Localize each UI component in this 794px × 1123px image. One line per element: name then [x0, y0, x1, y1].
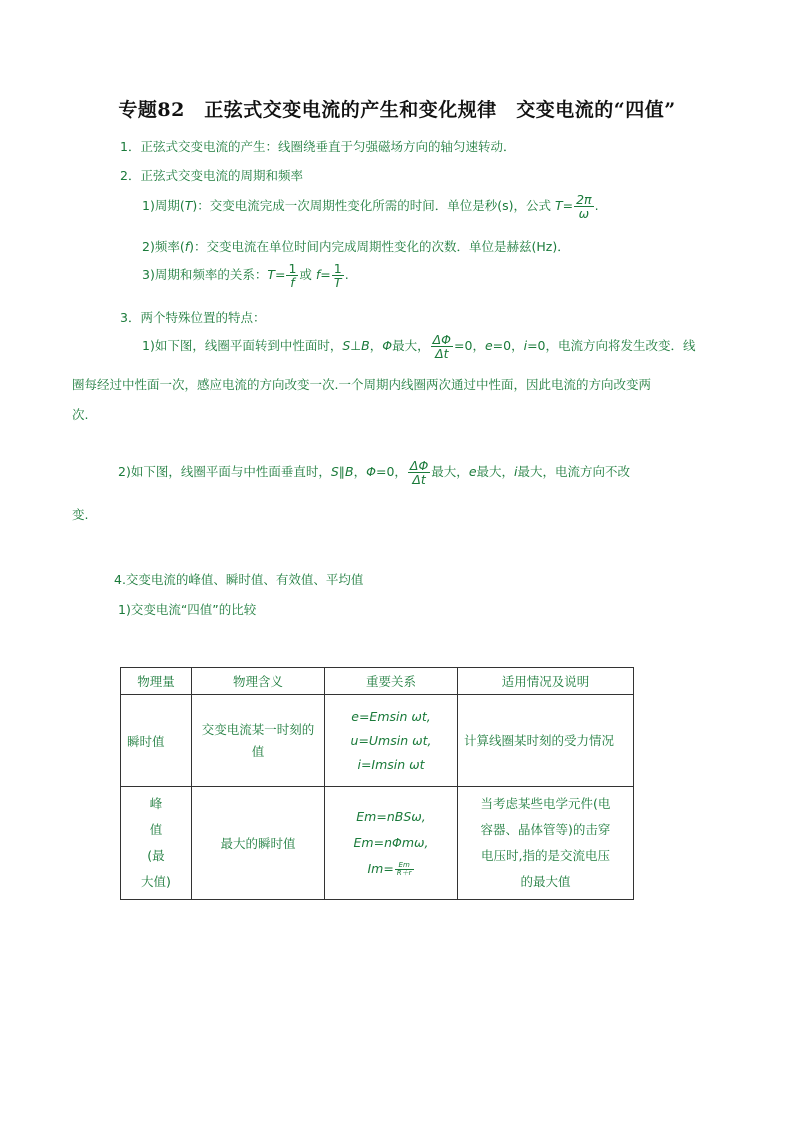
peak-note-line: 容器、晶体管等)的击穿 — [480, 822, 611, 837]
table-header: 重要关系 — [325, 668, 458, 695]
relation-eq1: T= — [267, 267, 286, 283]
pos1-c: ， — [369, 338, 383, 354]
pos2-a: 2)如下图，线圈平面与中性面垂直时， — [118, 464, 331, 480]
pos1-e: 最大， — [392, 338, 430, 354]
period-line — [142, 193, 599, 220]
frequency-prefix: 2)频率( — [142, 239, 185, 254]
pos1-j: =0，电流方向将发生改变．线 — [527, 338, 696, 354]
pos2-i: i — [514, 464, 518, 480]
relation-fraction-2 — [332, 262, 344, 289]
period-numerator: 2π — [576, 192, 592, 207]
peak-name-part: 值 — [149, 822, 163, 837]
instant-name: 瞬时值 — [121, 695, 192, 787]
pos2-e: =0， — [375, 464, 407, 480]
peak-name-part: 大值) — [141, 874, 171, 889]
pos2-j: 最大，电流方向不改 — [517, 464, 631, 480]
relation-or: 或 — [299, 267, 316, 283]
position-2-line — [118, 459, 630, 486]
period-fraction — [574, 193, 593, 220]
pos2-fraction — [408, 459, 430, 486]
peak-relation: Im= — [367, 861, 394, 876]
table-row — [121, 695, 634, 787]
period-prefix: 1)周期( — [142, 198, 185, 214]
pos1-b: S⊥B — [342, 338, 370, 354]
pos1-a: 1)如下图，线圈平面转到中性面时， — [142, 338, 343, 354]
section-3: 3．两个特殊位置的特点： — [120, 310, 266, 325]
peak-name — [121, 787, 192, 900]
position-1-line-3: 次. — [72, 407, 89, 422]
instant-note: 计算线圈某时刻的受力情况 — [458, 695, 634, 787]
period-symbol: T — [184, 198, 193, 214]
pos1-i: i — [523, 338, 528, 354]
frequency-line — [142, 237, 570, 255]
relation-eq2: f= — [315, 267, 331, 283]
pos1-d: Φ — [382, 338, 393, 354]
table-header: 适用情况及说明 — [458, 668, 634, 695]
peak-note-line: 当考虑某些电学元件(电 — [480, 796, 611, 811]
instant-relation: i=Imsin ωt — [357, 756, 425, 772]
peak-name-part: (最 — [147, 848, 165, 863]
position-1-line-2: 圈每经过中性面一次，感应电流的方向改变一次.一个周期内线圈两次通过中性面，因此电流的方向改变两 — [72, 377, 651, 392]
section-4-sub: 1)交变电流“四值”的比较 — [118, 602, 257, 617]
pos2-g: e — [468, 464, 477, 480]
pos1-den: Δt — [435, 346, 449, 362]
peak-relation-current — [331, 856, 451, 882]
section-2: 2．正弦式交变电流的周期和频率 — [120, 168, 303, 183]
relation-den1: f — [290, 275, 295, 291]
pos1-g: e — [484, 338, 493, 354]
section-1: 1．正弦式交变电流的产生：线圈绕垂直于匀强磁场方向的轴匀速转动． — [120, 139, 516, 154]
instant-relation: u=Umsin ωt, — [350, 732, 432, 748]
peak-frac-den: R＋r — [396, 869, 412, 877]
frequency-symbol: f — [184, 239, 190, 254]
pos2-d: Φ — [366, 464, 376, 480]
relation-end: . — [344, 267, 349, 283]
peak-relation: Em=nΦmω, — [353, 835, 429, 850]
pos2-den: Δt — [412, 472, 426, 488]
relation-num2: 1 — [333, 261, 342, 276]
table-row — [121, 787, 634, 900]
table-header-row — [121, 668, 634, 695]
pos2-num: ΔΦ — [409, 458, 429, 473]
pos1-h: =0， — [492, 338, 524, 354]
pos2-h: 最大， — [476, 464, 515, 480]
period-denominator: ω — [578, 206, 590, 222]
instant-meaning: 交变电流某一时刻的值 — [192, 695, 325, 787]
position-1-line — [142, 333, 696, 360]
peak-meaning: 最大的瞬时值 — [192, 787, 325, 900]
pos2-c: ， — [353, 464, 367, 480]
peak-relation: Em=nBSω, — [356, 809, 426, 824]
relation-fraction-1 — [286, 262, 298, 289]
instant-relation: e=Emsin ωt, — [351, 708, 431, 724]
period-text: )：交变电流完成一次周期性变化所需的时间．单位是秒(s)，公式 — [192, 198, 555, 214]
period-end: . — [594, 198, 599, 214]
pos2-f: 最大， — [431, 464, 469, 480]
relation-den2: T — [333, 275, 342, 291]
table-header: 物理量 — [121, 668, 192, 695]
peak-note-line: 电压时,指的是交流电压 — [481, 848, 610, 863]
pos1-fraction — [431, 333, 453, 360]
relation-line — [142, 262, 349, 289]
four-values-table — [120, 667, 634, 900]
peak-relations — [325, 787, 458, 900]
peak-note-line: 的最大值 — [520, 874, 571, 889]
section-4: 4.交变电流的峰值、瞬时值、有效值、平均值 — [114, 572, 364, 587]
peak-name-part: 峰 — [149, 796, 163, 811]
relation-num1: 1 — [288, 261, 297, 276]
relation-prefix: 3)周期和频率的关系： — [142, 267, 268, 283]
peak-fraction — [395, 862, 414, 878]
peak-note — [458, 787, 634, 900]
table-header: 物理含义 — [192, 668, 325, 695]
instant-relations — [325, 695, 458, 787]
frequency-text: )：交变电流在单位时间内完成周期性变化的次数．单位是赫兹(Hz)． — [189, 239, 570, 254]
peak-frac-num: Em — [395, 862, 414, 870]
page-title: 专题82 正弦式交变电流的产生和变化规律 交变电流的“四值” — [118, 99, 676, 121]
pos1-f: =0， — [454, 338, 485, 354]
pos1-num: ΔΦ — [432, 332, 452, 347]
pos2-b: S∥B — [330, 464, 354, 480]
period-eq: T= — [554, 198, 574, 214]
position-2-line-2: 变. — [72, 507, 89, 522]
